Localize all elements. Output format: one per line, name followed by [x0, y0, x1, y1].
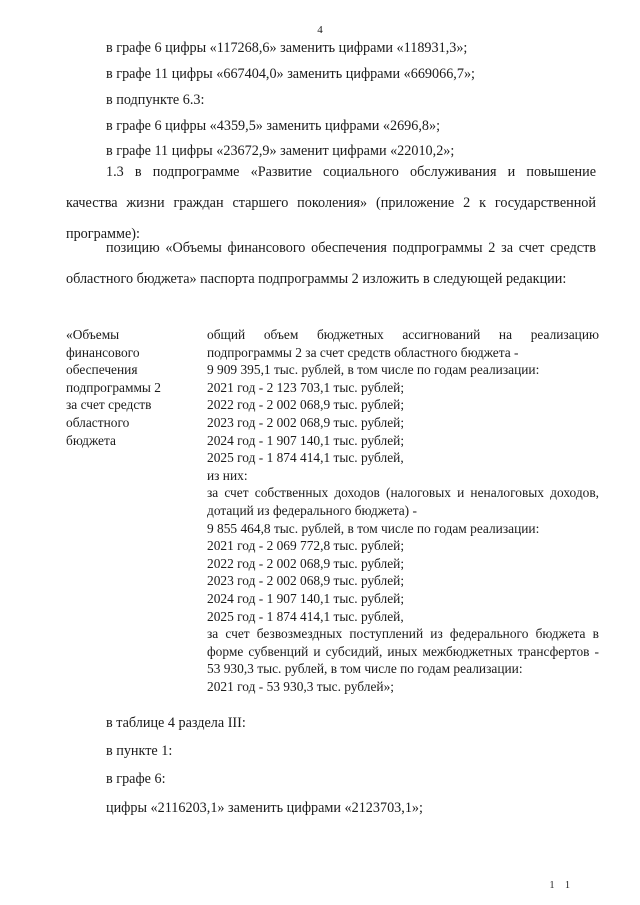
budget-total: 9 909 395,1 тыс. рублей, в том числе по годам реализации: — [207, 362, 540, 378]
footer-mark: 1 1 — [549, 880, 574, 891]
text-line: в графе 6 цифры «117268,6» заменить цифрами «118931,3»; — [106, 40, 468, 56]
table-left-line: областного — [66, 414, 130, 430]
year-line: 2024 год - 1 907 140,1 тыс. рублей; — [207, 590, 405, 606]
year-line: 2021 год - 2 123 703,1 тыс. рублей; — [207, 379, 405, 395]
text-line: цифры «2116203,1» заменить цифрами «2123703,1»; — [106, 800, 423, 816]
year-line: 2025 год - 1 874 414,1 тыс. рублей, — [207, 608, 404, 624]
text-line: в подпункте 6.3: — [106, 92, 205, 108]
table-left-line: бюджета — [66, 432, 116, 448]
year-line: 2021 год - 53 930,3 тыс. рублей»; — [207, 678, 394, 694]
year-line: 2021 год - 2 069 772,8 тыс. рублей; — [207, 538, 405, 554]
of-them-label: из них: — [207, 467, 248, 483]
federal-text: за счет безвозмездных поступлений из федерального бюджета в форме субвенций и субсидий, иных межбюджетных трансфертов - 53 930,3 тыс. рублей, в том числе по годам реализации: — [207, 626, 599, 677]
year-line: 2022 год - 2 002 068,9 тыс. рублей; — [207, 397, 405, 413]
year-line: 2025 год - 1 874 414,1 тыс. рублей, — [207, 450, 404, 466]
own-income-text: за счет собственных доходов (налоговых и неналоговых доходов, дотаций из федерального бюджета) - — [207, 485, 599, 518]
table-left-line: за счет средств — [66, 397, 152, 413]
table-left-column — [66, 326, 201, 449]
page-number: 4 — [317, 24, 323, 36]
budget-intro: общий объем бюджетных ассигнований на реализацию подпрограммы 2 за счет средств областного бюджета - — [207, 327, 599, 360]
text-line: в графе 11 цифры «667404,0» заменить цифрами «669066,7»; — [106, 66, 475, 82]
year-line: 2023 год - 2 002 068,9 тыс. рублей; — [207, 414, 405, 430]
text-line: в таблице 4 раздела III: — [106, 715, 246, 731]
text-line: в пункте 1: — [106, 743, 173, 759]
table-right-column — [207, 326, 599, 695]
table-left-line: «Объемы — [66, 327, 120, 342]
text-line: в графе 11 цифры «23672,9» заменит цифрами «22010,2»; — [106, 143, 455, 159]
table-left-line: обеспечения — [66, 362, 138, 378]
year-line: 2022 год - 2 002 068,9 тыс. рублей; — [207, 555, 405, 571]
text-line: в графе 6: — [106, 771, 166, 787]
year-line: 2023 год - 2 002 068,9 тыс. рублей; — [207, 573, 405, 589]
text-line: в графе 6 цифры «4359,5» заменить цифрами «2696,8»; — [106, 118, 441, 134]
paragraph-position: позицию «Объемы финансового обеспечения подпрограммы 2 за счет средств областного бюджета» паспорта подпрограммы 2 изложить в следующей редакции: — [66, 240, 596, 287]
paragraph-1-3: 1.3 в подпрограмме «Развитие социального обслуживания и повышение качества жизни граждан старшего поколения» (приложение 2 к государственной программе): — [66, 164, 596, 242]
year-line: 2024 год - 1 907 140,1 тыс. рублей; — [207, 432, 405, 448]
table-left-line: финансового — [66, 344, 140, 360]
own-total: 9 855 464,8 тыс. рублей, в том числе по годам реализации: — [207, 520, 540, 536]
table-left-line: подпрограммы 2 — [66, 379, 161, 395]
